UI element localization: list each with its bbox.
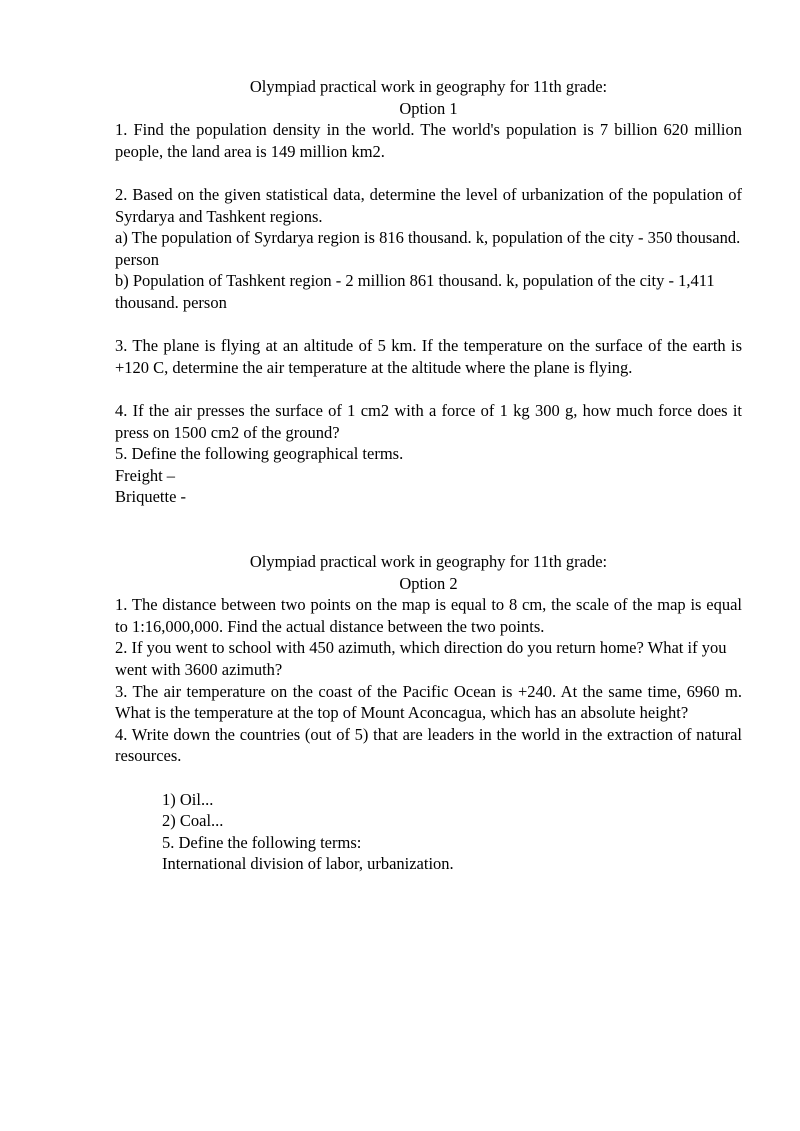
option-1-question-1: 1. Find the population density in the world. The world's population is 7 billion 620 million people, the land area is 149 million km2. bbox=[115, 120, 742, 161]
option-1-question-3: 3. The plane is flying at an altitude of 5 km. If the temperature on the surface of the earth is +120 C, determine the air temperature at the altitude where the plane is flying. bbox=[115, 336, 742, 377]
spacer bbox=[115, 767, 742, 789]
option-1-question-2b: b) Population of Tashkent region - 2 million 861 thousand. k, population of the city - 1,411 thousand. person bbox=[115, 271, 715, 312]
spacer bbox=[115, 378, 742, 400]
option-1-question-2a: a) The population of Syrdarya region is 816 thousand. k, population of the city - 350 thousand. person bbox=[115, 228, 741, 269]
option-2-question-4: 4. Write down the countries (out of 5) that are leaders in the world in the extraction of natural resources. bbox=[115, 724, 742, 766]
option-1-section bbox=[115, 76, 742, 508]
option-2-question-3: 3. The air temperature on the coast of the Pacific Ocean is +240. At the same time, 6960 m. What is the temperature at the top of Mount Aconcagua, which has an absolute height? bbox=[115, 681, 742, 723]
option-1-subtitle: Option 1 bbox=[399, 98, 458, 118]
option-2-section bbox=[115, 551, 742, 875]
option-2-item-oil: 1) Oil... bbox=[162, 789, 214, 809]
section-spacer bbox=[115, 508, 742, 551]
document-page bbox=[115, 76, 742, 875]
option-1-title: Olympiad practical work in geography for 11th grade: bbox=[249, 77, 608, 96]
spacer bbox=[115, 314, 742, 336]
option-1-question-5: 5. Define the following geographical terms. bbox=[115, 444, 404, 464]
option-1-term-freight: Freight – bbox=[115, 465, 176, 485]
option-1-term-briquette: Briquette - bbox=[115, 487, 187, 507]
spacer bbox=[115, 162, 742, 184]
option-1-question-4: 4. If the air presses the surface of 1 cm2 with a force of 1 kg 300 g, how much force does it press on 1500 cm2 of the ground? bbox=[115, 400, 742, 442]
option-2-subtitle: Option 2 bbox=[399, 573, 458, 593]
option-2-question-2: 2. If you went to school with 450 azimuth, which direction do you return home? What if you went with 3600 azimuth? bbox=[115, 638, 727, 680]
option-2-item-coal: 2) Coal... bbox=[162, 811, 224, 831]
option-1-question-2: 2. Based on the given statistical data, determine the level of urbanization of the population of Syrdarya and Tashkent regions. bbox=[115, 184, 742, 226]
option-2-question-5: 5. Define the following terms: bbox=[162, 832, 362, 852]
option-2-question-5-terms: International division of labor, urbanization. bbox=[162, 854, 454, 874]
option-2-question-1: 1. The distance between two points on the map is equal to 8 cm, the scale of the map is equal to 1:16,000,000. Find the actual distance between the two points. bbox=[115, 595, 742, 636]
option-2-title: Olympiad practical work in geography for 11th grade: bbox=[249, 552, 608, 572]
